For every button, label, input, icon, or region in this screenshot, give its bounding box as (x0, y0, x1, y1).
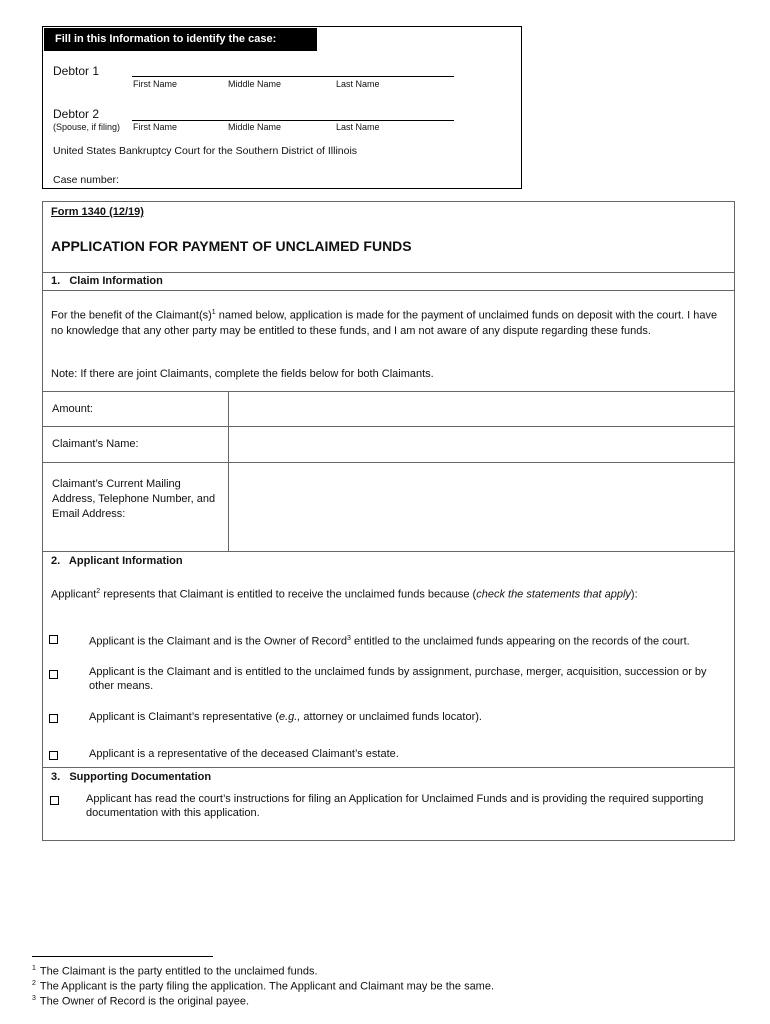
section2-heading: 2. Applicant Information (51, 555, 183, 567)
option-supporting-docs: Applicant has read the court’s instructions for filing an Application for Unclaimed Funds and is providing the required supporting documentation with this application. (86, 793, 704, 819)
court-name: United States Bankruptcy Court for the Southern District of Illinois (53, 145, 358, 157)
amount-field[interactable] (229, 392, 734, 425)
form-number: Form 1340 (12/19) (51, 206, 144, 218)
option-assignment: Applicant is the Claimant and is entitled to the unclaimed funds by assignment, purchase, merger, acquisition, succession or by other means. (89, 666, 707, 692)
option-owner-of-record: Applicant is the Claimant and is the Owner of Record$^3$ entitled to the unclaimed funds appearing on the records of the court. (89, 635, 690, 648)
debtor2-middle-name-caption: Middle Name (228, 122, 282, 132)
section3-heading: 3. Supporting Documentation (51, 771, 212, 783)
joint-claimants-note: Note: If there are joint Claimants, complete the fields below for both Claimants. (51, 368, 434, 380)
section1-heading: 1. Claim Information (51, 275, 163, 287)
debtor2-first-name-caption: First Name (133, 122, 178, 132)
case-info-header: Fill in this Information to identify the case: (44, 28, 317, 51)
checkbox-representative[interactable] (49, 714, 58, 723)
checkbox-assignment[interactable] (49, 670, 58, 679)
option-representative: Applicant is Claimant’s representative (e.g., attorney or unclaimed funds locator). (89, 711, 482, 723)
checkbox-supporting-docs[interactable] (50, 796, 59, 805)
footnote-2: $^2$ The Applicant is the party filing the application. The Applicant and Claimant may be the same. (32, 980, 495, 993)
form-title: APPLICATION FOR PAYMENT OF UNCLAIMED FUNDS (51, 238, 412, 254)
amount-label: Amount: (52, 403, 93, 415)
debtor1-middle-name-caption: Middle Name (228, 79, 282, 89)
debtor2-name-line[interactable] (132, 120, 454, 121)
claimant-address-field[interactable] (229, 463, 734, 550)
claimant-name-field[interactable] (229, 427, 734, 461)
applicant-intro: Applicant$^2$ represents that Claimant is entitled to receive the unclaimed funds because (check the statements that apply): (51, 588, 638, 601)
checkbox-owner-of-record[interactable] (49, 635, 58, 644)
claimant-name-label: Claimant’s Name: (52, 438, 139, 450)
debtor1-last-name-caption: Last Name (336, 79, 380, 89)
footnote-1: $^1$ The Claimant is the party entitled to the unclaimed funds. (32, 965, 318, 978)
option-estate-representative: Applicant is a representative of the deceased Claimant’s estate. (89, 748, 399, 760)
debtor1-label: Debtor 1 (53, 64, 100, 78)
section-divider (42, 551, 735, 552)
section-divider (42, 290, 735, 291)
section-divider (42, 767, 735, 768)
claimant-address-label: Claimant’s Current Mailing Address, Telephone Number, and Email Address: (52, 478, 216, 520)
debtor1-name-line[interactable] (132, 76, 454, 77)
claim-statement: For the benefit of the $Claimant(s)^1$ named below, application is made for the payment of unclaimed funds on deposit with the court. I have no knowledge that any other party may be entitled to these funds, and I am not aware of any dispute regarding these funds. (51, 309, 718, 338)
debtor2-last-name-caption: Last Name (336, 122, 380, 132)
section-divider (42, 272, 735, 273)
footnote-3: $^3$ The Owner of Record is the original payee. (32, 995, 250, 1008)
case-number-label: Case number: (53, 174, 119, 186)
debtor2-spouse-note: (Spouse, if filing) (53, 122, 121, 132)
footnote-divider (32, 956, 213, 957)
debtor2-label: Debtor 2 (53, 107, 100, 121)
checkbox-estate-representative[interactable] (49, 751, 58, 760)
debtor1-first-name-caption: First Name (133, 79, 178, 89)
